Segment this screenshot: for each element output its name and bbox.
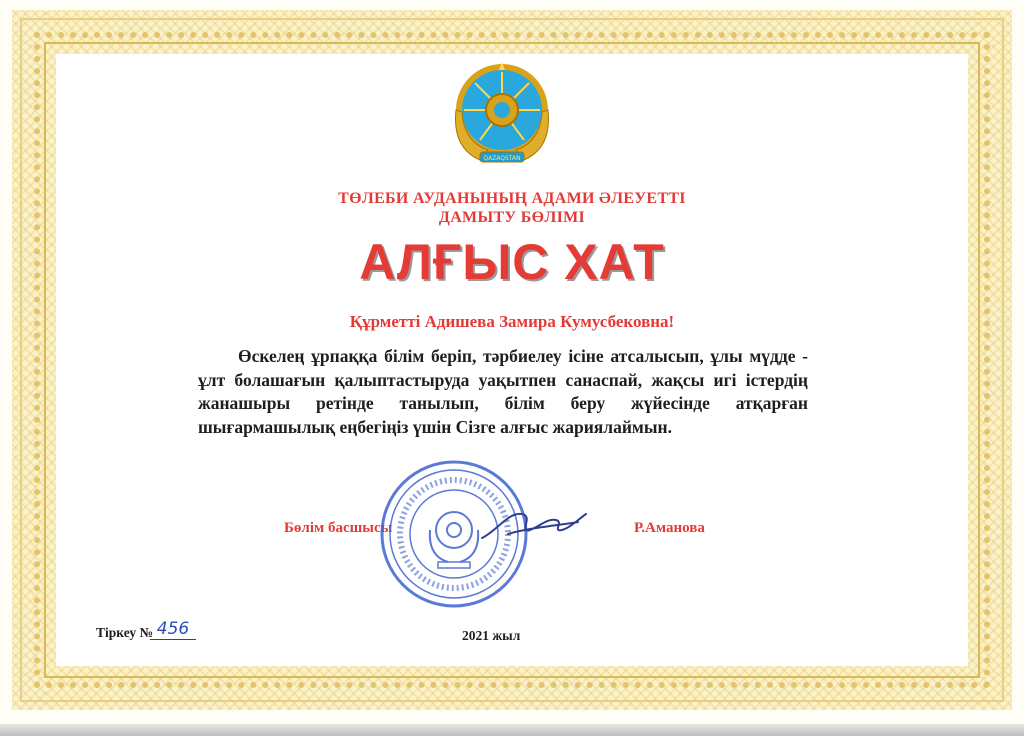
emblem-lettering: QAZAQSTAN: [483, 155, 521, 162]
signatory-name: Р.Аманова: [634, 520, 705, 536]
signatory-role: Бөлім басшысы: [284, 520, 393, 536]
state-emblem-icon: [450, 60, 554, 170]
organization-name: [212, 189, 812, 227]
issue-year: 2021 жыл: [462, 628, 521, 643]
certificate-body-text: Өскелең ұрпаққа білім беріп, тәрбиелеу ісіне атсалысып, ұлы мүдде - ұлт болашағын қалыптастыруда уақытпен санаспай, жақсы игі істердің жанашыры ретінде танылып, білім беру жүйесінде атқарған шығармашылық еңбегіңіз үшін Сізге алғыс жариялаймын.: [198, 346, 808, 437]
recipient-greeting: Құрметті Адишева Замира Кумусбековна!: [349, 312, 675, 331]
organization-line-1: ТӨЛЕБИ АУДАНЫНЫҢ АДАМИ ӘЛЕУЕТТІ: [338, 190, 686, 207]
certificate-title: АЛҒЫС ХАТ: [359, 234, 665, 290]
registration-number: 456: [150, 619, 196, 640]
scan-bottom-edge: [0, 724, 1024, 736]
signature-mark: [478, 500, 590, 548]
organization-line-2: ДАМЫТУ БӨЛІМІ: [438, 209, 586, 226]
registration-label: Тіркеу №: [96, 625, 154, 640]
